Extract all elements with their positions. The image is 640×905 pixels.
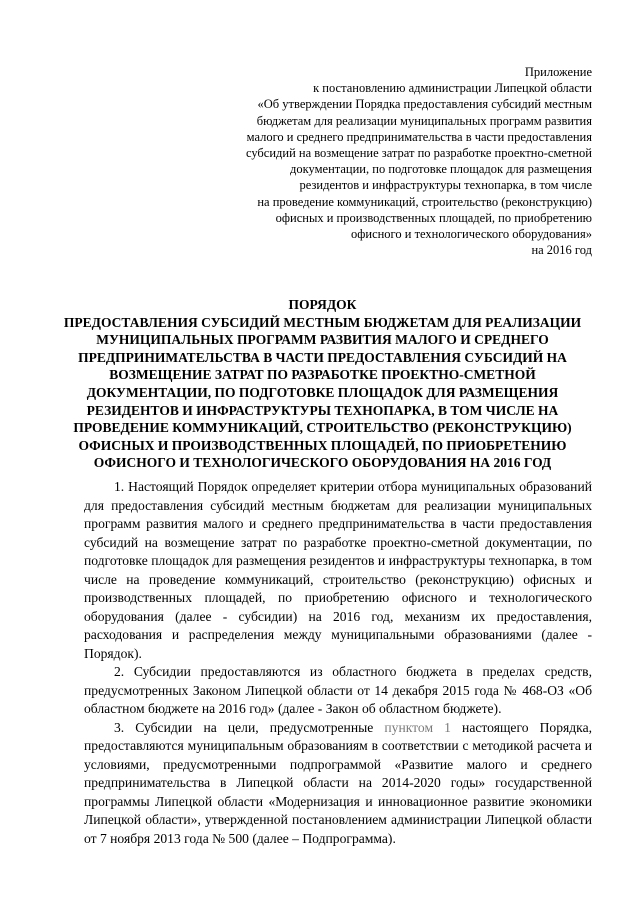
appendix-line: офисных и производственных площадей, по приобретению	[275, 210, 592, 225]
title-line: ОФИСНОГО И ТЕХНОЛОГИЧЕСКОГО ОБОРУДОВАНИЯ НА 2016 ГОД	[93, 455, 552, 471]
document-title	[40, 296, 605, 472]
appendix-line: документации, по подготовке площадок для размещения	[290, 162, 592, 177]
appendix-line: «Об утверждении Порядка предоставления субсидий местным	[257, 97, 592, 112]
appendix-header	[192, 64, 592, 258]
appendix-line: малого и среднего предпринимательства в части предоставления	[246, 129, 592, 144]
title-line: ОФИСНЫХ И ПРОИЗВОДСТВЕННЫХ ПЛОЩАДЕЙ, ПО ПРИОБРЕТЕНИЮ	[78, 437, 567, 453]
paragraph-3-text-end: настоящего Порядка, предоставляются муниципальным образованиям в соответствии с методикой расчета и условиями, предусмотренными подпрограммой «Развитие малого и среднего предпринимательства в Липецкой области на 2014-2020 годы» государственной программы Липецкой области «Модернизация и инновационное развитие экономики Липецкой области», утвержденной постановлением администрации Липецкой области от 7 ноября 2013 года № 500 (далее – Подпрограмма).	[84, 719, 592, 846]
title-line: ПРЕДОСТАВЛЕНИЯ СУБСИДИЙ МЕСТНЫМ БЮДЖЕТАМ ДЛЯ РЕАЛИЗАЦИИ	[63, 314, 582, 330]
title-line: ВОЗМЕЩЕНИЕ ЗАТРАТ ПО РАЗРАБОТКЕ ПРОЕКТНО-СМЕТНОЙ	[109, 367, 536, 383]
appendix-line: субсидий на возмещение затрат по разработке проектно-сметной	[245, 146, 592, 161]
appendix-line: офисного и технологического оборудования»	[351, 227, 592, 242]
title-line: ДОКУМЕНТАЦИИ, ПО ПОДГОТОВКЕ ПЛОЩАДОК ДЛЯ РАЗМЕЩЕНИЯ	[86, 384, 559, 400]
clause-1-reference-link[interactable]: пунктом 1	[384, 719, 451, 735]
title-line: ПРОВЕДЕНИЕ КОММУНИКАЦИЙ, СТРОИТЕЛЬСТВО (РЕКОНСТРУКЦИЮ)	[73, 420, 572, 436]
paragraph-3	[84, 719, 592, 849]
appendix-line: на 2016 год	[531, 243, 592, 258]
appendix-line: бюджетам для реализации муниципальных программ развития	[256, 113, 592, 128]
appendix-line: Приложение	[524, 65, 592, 79]
appendix-line: на проведение коммуникаций, строительство (реконструкцию)	[257, 194, 592, 209]
appendix-line: резидентов и инфраструктуры технопарка, в том числе	[299, 178, 592, 193]
title-line: ПОРЯДОК	[288, 297, 357, 312]
title-line: РЕЗИДЕНТОВ И ИНФРАСТРУКТУРЫ ТЕХНОПАРКА, В ТОМ ЧИСЛЕ НА	[86, 402, 559, 418]
title-line: МУНИЦИПАЛЬНЫХ ПРОГРАММ РАЗВИТИЯ МАЛОГО И СРЕДНЕГО	[96, 332, 549, 348]
paragraph-3-text-start: 3. Субсидии на цели, предусмотренные	[114, 719, 385, 735]
paragraph-1: 1. Настоящий Порядок определяет критерии отбора муниципальных образований для предоставления субсидий местным бюджетам для реализации муниципальных программ развития малого и среднего предпринимательства в части предоставления субсидий на возмещение затрат по разработке проектно-сметной документации, по подготовке площадок для размещения резидентов и инфраструктуры технопарка, в том числе на проведение коммуникаций, строительство (реконструкцию) офисных и производственных площадей, по приобретению офисного и технологического оборудования (далее - субсидии) на 2016 год, механизм их предоставления, расходования и распределения между муниципальными образованиями (далее - Порядок).	[84, 479, 592, 661]
appendix-line: к постановлению администрации Липецкой области	[313, 81, 592, 96]
title-line: ПРЕДПРИНИМАТЕЛЬСТВА В ЧАСТИ ПРЕДОСТАВЛЕНИЯ СУБСИДИЙ НА	[78, 349, 567, 365]
paragraph-2: 2. Субсидии предоставляются из областного бюджета в пределах средств, предусмотренных Законом Липецкой области от 14 декабря 2015 года № 468-ОЗ «Об областном бюджете на 2016 год» (далее - Закон об областном бюджете).	[84, 664, 592, 716]
document-body	[84, 478, 592, 848]
